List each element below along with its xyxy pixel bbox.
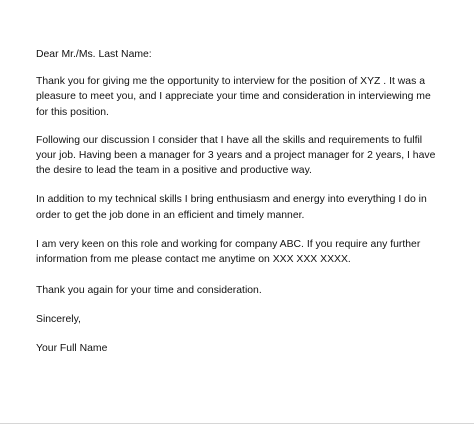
letter-body bbox=[36, 47, 441, 356]
closing: Sincerely, bbox=[36, 314, 81, 326]
paragraph-contact: I am very keen on this role and working for company ABC. If you require any further information from me please contact me anytime on XXX XXX XXXX. bbox=[36, 238, 421, 266]
salutation: Dear Mr./Ms. Last Name: bbox=[36, 49, 152, 60]
paragraph-gratitude: Thank you for giving me the opportunity to interview for the position of XYZ . It was a pleasure to meet you, and I appreciate your time and consideration in interviewing me for this position. bbox=[36, 76, 431, 118]
paragraph-skills: In addition to my technical skills I bring enthusiasm and energy into everything I do in order to get the job done in an efficient and timely manner. bbox=[36, 194, 427, 221]
paragraph-qualifications: Following our discussion I consider that I have all the skills and requirements to fulfil your job. Having been a manager for 3 years and a project manager for 2 years, I have the desire to lead the team in a positive and productive way. bbox=[36, 134, 436, 177]
signature-name: Your Full Name bbox=[36, 342, 108, 354]
thanks-line: Thank you again for your time and consideration. bbox=[36, 285, 262, 297]
